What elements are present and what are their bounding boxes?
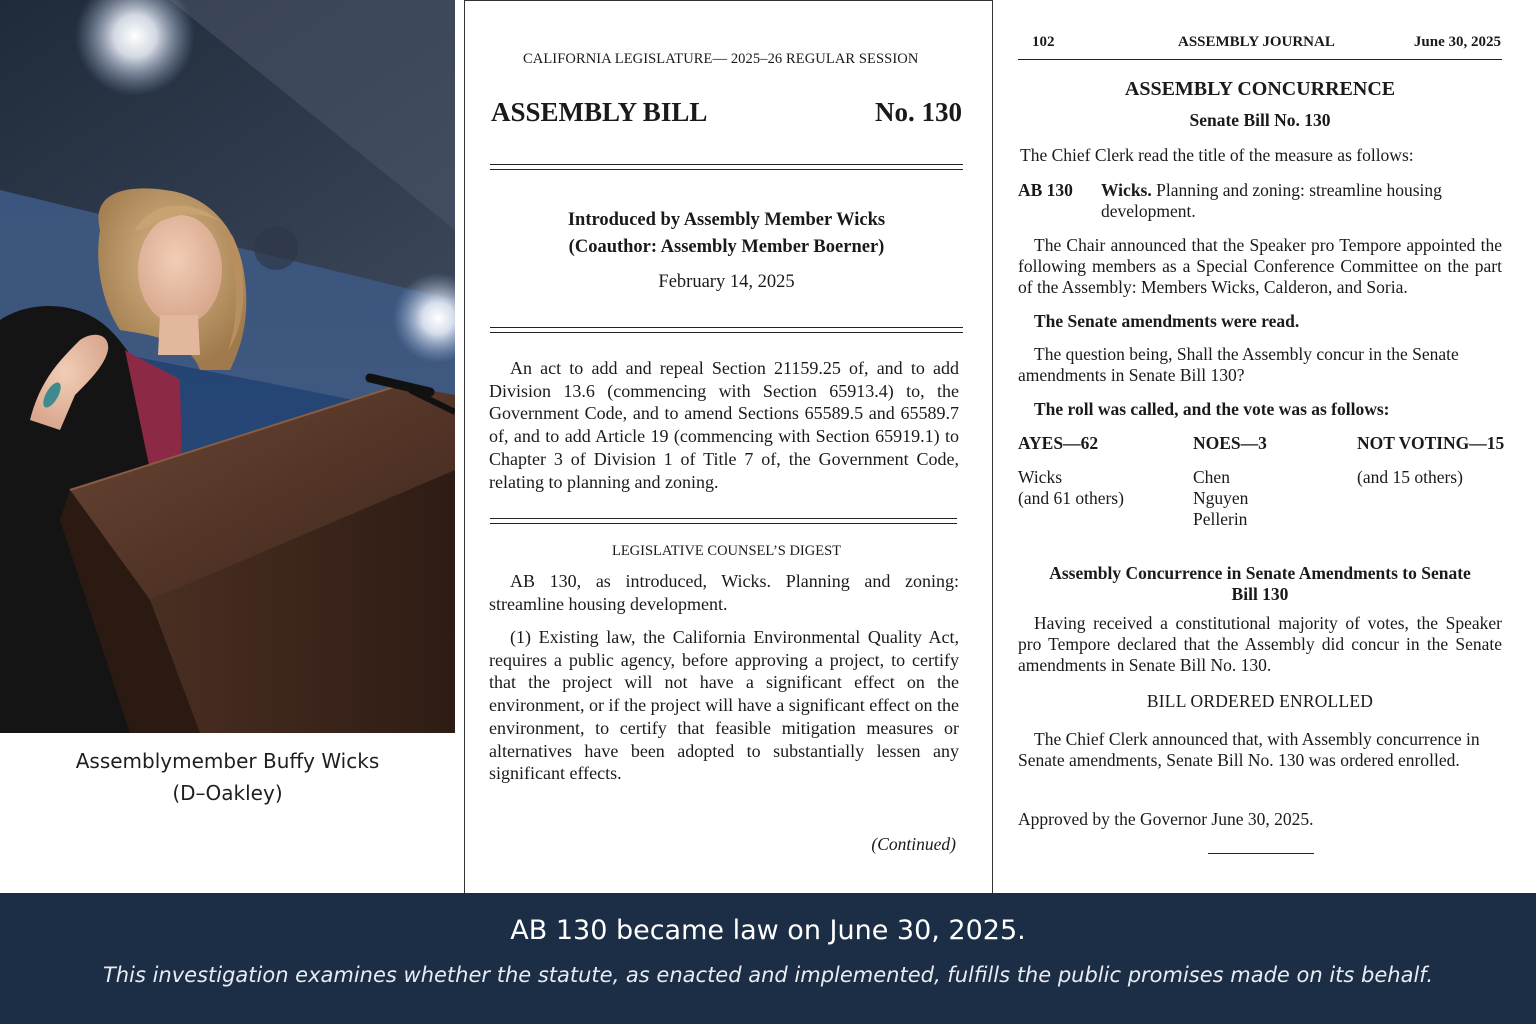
noes-heading: NOES—3 <box>1193 433 1267 453</box>
speaker-photo <box>0 0 455 733</box>
measure-id: AB 130 <box>1018 180 1073 200</box>
footer-headline: AB 130 became law on June 30, 2025. <box>510 915 1026 946</box>
speaker-photo-illustration <box>0 0 455 733</box>
concurrence-heading <box>1018 563 1502 605</box>
header-rule <box>1018 59 1502 60</box>
journal-name: ASSEMBLY JOURNAL <box>1178 34 1335 50</box>
journal-date: June 30, 2025 <box>1413 34 1501 50</box>
not-voting-column <box>1357 433 1504 488</box>
journal-page-number: 102 <box>1032 34 1055 50</box>
bill-title: ASSEMBLY BILL <box>491 97 708 127</box>
bill-number: No. 130 <box>875 97 962 127</box>
noes-name: Pellerin <box>1193 509 1248 529</box>
coauthor: (Coauthor: Assembly Member Boerner) <box>568 237 885 257</box>
question-text: The question being, Shall the Assembly concur in the Senate amendments in Senate Bill 130? <box>1018 344 1459 385</box>
concurrence-heading-line2: Bill 130 <box>1231 584 1289 604</box>
digest-heading: LEGISLATIVE COUNSEL’S DIGEST <box>611 543 842 559</box>
roll-call-text: The roll was called, and the vote was as follows: <box>1034 399 1390 419</box>
photo-caption <box>0 733 455 893</box>
measure-title-line1: Planning and zoning: streamline housing <box>1156 180 1442 200</box>
ayes-column <box>1018 433 1124 509</box>
not-voting-heading: NOT VOTING—15 <box>1357 433 1505 453</box>
enrolled-heading: BILL ORDERED ENROLLED <box>1146 691 1374 711</box>
noes-column <box>1193 433 1267 530</box>
digest-summary: AB 130, as introduced, Wicks. Planning and zoning: streamline housing development. <box>489 571 959 614</box>
section-title: ASSEMBLY CONCURRENCE <box>1124 78 1396 100</box>
measure-title <box>1101 180 1501 222</box>
concurrence-heading-line1: Assembly Concurrence in Senate Amendments to Senate <box>1049 563 1471 583</box>
footer-banner <box>0 893 1536 1024</box>
continued-note: (Continued) <box>871 834 956 854</box>
double-rule <box>490 327 963 333</box>
noes-name: Nguyen <box>1193 488 1249 508</box>
majority-declaration: Having received a constitutional majority of votes, the Speaker pro Tempore declared that the Assembly did concur in the Senate amendments in Senate Bill No. 130. <box>1018 613 1502 675</box>
introduced-by: Introduced by Assembly Member Wicks <box>567 210 886 230</box>
ayes-name: Wicks <box>1018 467 1063 487</box>
introduction-date: February 14, 2025 <box>658 272 795 292</box>
digest-paragraph: (1) Existing law, the California Environmental Quality Act, requires a public agency, before approving a project, to certify that the project will not have a significant effect on the environment, or if the project will have a significant effect on the environment, to certify that feasible mitigation measures or alternatives have been adopted to substantially lessen any significant effects. <box>489 627 959 784</box>
caption-name: Assemblymember Buffy Wicks <box>75 749 380 773</box>
clerk-read-text: The Chief Clerk read the title of the measure as follows: <box>1020 145 1414 165</box>
section-subtitle: Senate Bill No. 130 <box>1189 110 1331 130</box>
enrolled-text: The Chief Clerk announced that, with Assembly concurrence in Senate amendments, Senate Bill No. 130 was ordered enrolled. <box>1018 729 1480 770</box>
session-header: CALIFORNIA LEGISLATURE— 2025–26 REGULAR SESSION <box>523 51 919 67</box>
introduction-block <box>490 207 963 296</box>
chair-announcement: The Chair announced that the Speaker pro Tempore appointed the following members as a Special Conference Committee on the part of the Assembly: Members Wicks, Calderon, and Soria. <box>1018 235 1502 297</box>
double-rule <box>490 164 963 170</box>
not-voting-name: (and 15 others) <box>1357 467 1463 487</box>
assembly-journal-page <box>994 0 1536 893</box>
noes-name: Chen <box>1193 467 1230 487</box>
ayes-name: (and 61 others) <box>1018 488 1124 508</box>
double-rule <box>490 518 957 524</box>
amendments-read: The Senate amendments were read. <box>1034 311 1300 331</box>
act-description: An act to add and repeal Section 21159.25 of, and to add Division 13.6 (commencing with Section 65913.4) to, the Government Code, and to amend Sections 65589.5 and 65589.7 of, and to add Article 19 (commencing with Section 65919.1) to Chapter 3 of Division 1 of Title 7 of, the Government Code, relating to planning and zoning. <box>489 358 959 492</box>
measure-author: Wicks. <box>1101 180 1152 200</box>
caption-party-district: (D–Oakley) <box>172 781 283 805</box>
end-rule <box>1208 853 1314 854</box>
ayes-heading: AYES—62 <box>1018 433 1099 453</box>
assembly-bill-page <box>464 0 993 893</box>
measure-title-line2: development. <box>1101 201 1196 221</box>
footer-subline: This investigation examines whether the statute, as enacted and implemented, fulfills the public promises made on its behalf. <box>102 963 1433 987</box>
approved-text: Approved by the Governor June 30, 2025. <box>1018 809 1314 829</box>
